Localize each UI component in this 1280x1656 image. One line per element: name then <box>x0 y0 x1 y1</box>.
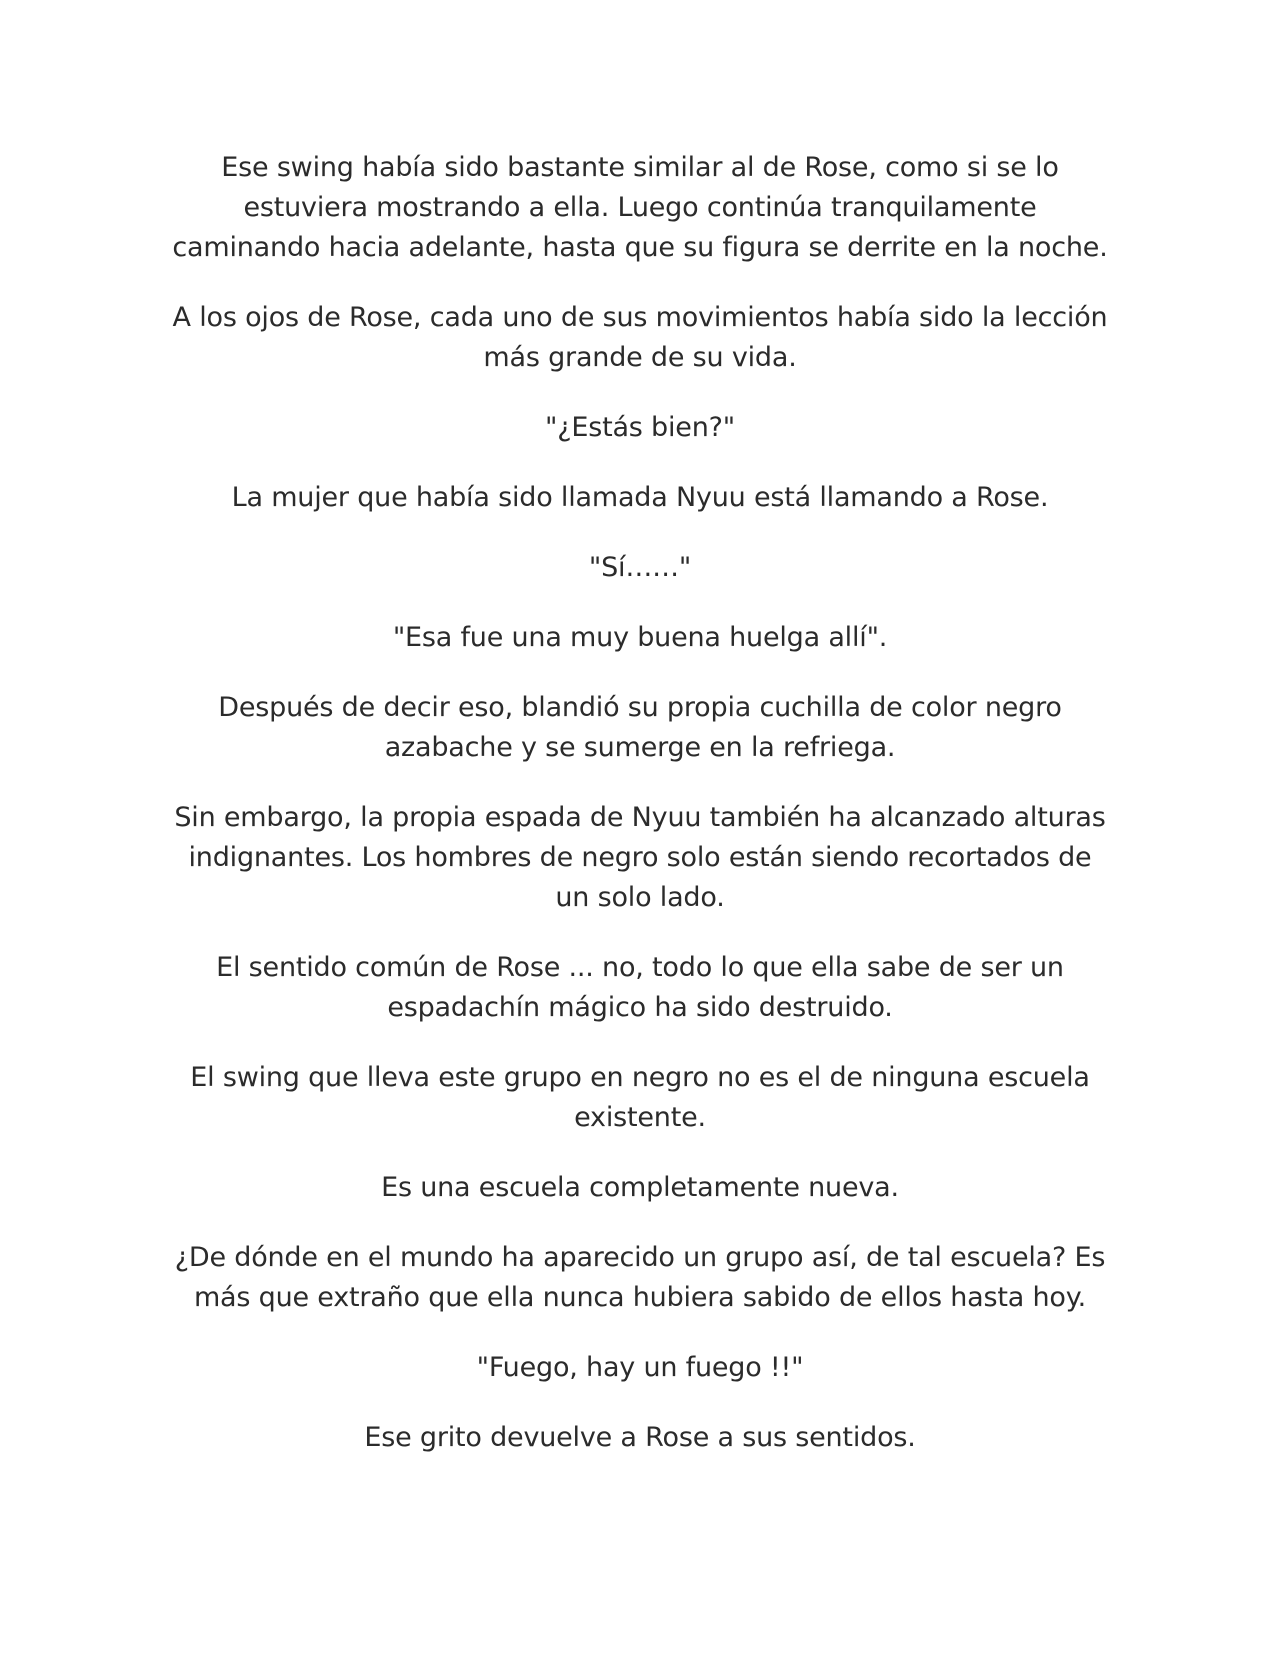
document-page <box>170 148 1110 1488</box>
paragraph: Es una escuela completamente nueva. <box>381 1172 899 1203</box>
paragraph: El swing que lleva este grupo en negro no es el de ninguna escuela existente. <box>190 1062 1090 1133</box>
paragraph: Ese grito devuelve a Rose a sus sentidos. <box>364 1422 916 1453</box>
paragraph: Sin embargo, la propia espada de Nyuu también ha alcanzado alturas indignantes. Los hombres de negro solo están siendo recortados de un solo lado. <box>174 802 1106 913</box>
paragraph: La mujer que había sido llamada Nyuu está llamando a Rose. <box>231 482 1049 513</box>
paragraph: "Sí……" <box>588 552 692 583</box>
paragraph: "¿Estás bien?" <box>545 412 735 443</box>
paragraph: "Esa fue una muy buena huelga allí". <box>392 622 888 653</box>
paragraph: A los ojos de Rose, cada uno de sus movimientos había sido la lección más grande de su vida. <box>172 302 1108 373</box>
paragraph: "Fuego, hay un fuego !!" <box>476 1352 804 1383</box>
paragraph: El sentido común de Rose ... no, todo lo que ella sabe de ser un espadachín mágico ha sido destruido. <box>216 952 1064 1023</box>
paragraph: Después de decir eso, blandió su propia cuchilla de color negro azabache y se sumerge en la refriega. <box>218 692 1062 763</box>
paragraph: Ese swing había sido bastante similar al de Rose, como si se lo estuviera mostrando a ella. Luego continúa tranquilamente caminando hacia adelante, hasta que su figura se derrite en la noche. <box>172 152 1108 263</box>
paragraph: ¿De dónde en el mundo ha aparecido un grupo así, de tal escuela? Es más que extraño que ella nunca hubiera sabido de ellos hasta hoy. <box>174 1242 1106 1313</box>
